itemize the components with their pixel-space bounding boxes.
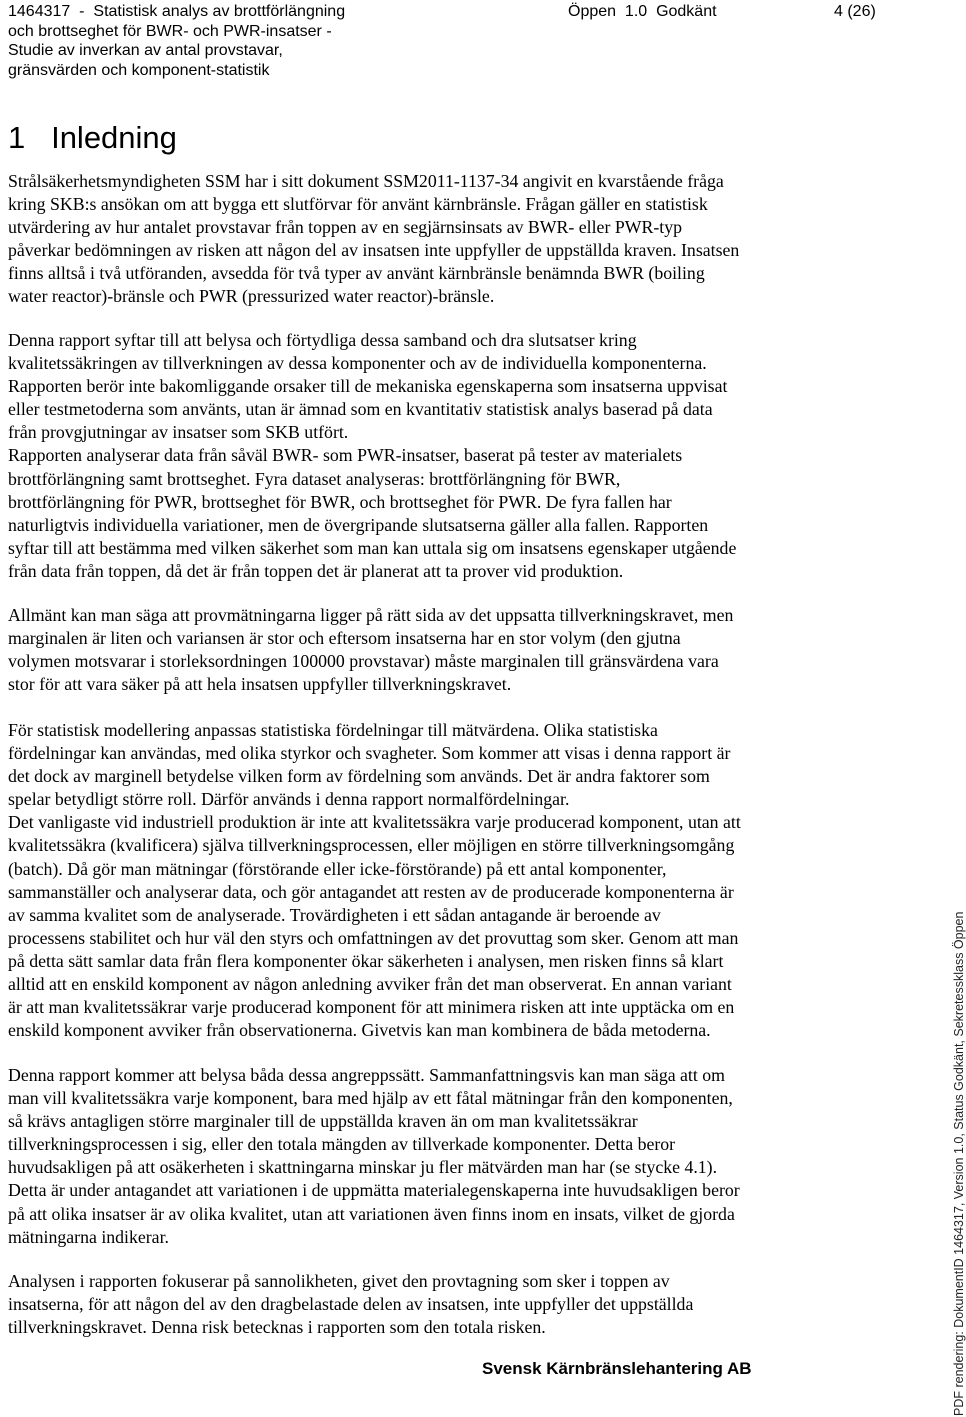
text-line: på att olika insatser är av olika kvalitet, utan att variationen även finns inom en insats, vilket de gjorda bbox=[8, 1203, 735, 1224]
text-line: det dock av marginell betydelse vilken form av fördelning som används. Det är andra faktorer som bbox=[8, 766, 710, 787]
text-line: Denna rapport kommer att belysa båda dessa angreppssätt. Sammanfattningsvis kan man säga att om bbox=[8, 1065, 725, 1085]
text-line: tillverkningsprocessen i sig, eller den totala mängden av tillverkade komponenter. Detta beror bbox=[8, 1134, 676, 1155]
text-line: brottförlängning för PWR, brottseghet för BWR, och brottseghet för PWR. De fyra fallen har bbox=[8, 491, 672, 512]
text-line: huvudsakligen på att osäkerheten i skattningarna minskar ju fler mätvärden man har (se stycke 4.1). bbox=[8, 1157, 718, 1178]
text-line: från data från toppen, då det är från toppen det är planerat att ta prover vid produktion. bbox=[8, 560, 624, 581]
text-line: stor för att vara säker på att hela insatsen uppfyller tillverkningskravet. bbox=[8, 674, 512, 695]
text-line: Det vanligaste vid industriell produktion är inte att kvalitetssäkra varje producerad komponent, utan att bbox=[8, 812, 741, 833]
text-line: är att man kvalitetssäkrar varje producerad komponent för att minimera risken att inte upptäcka om en bbox=[8, 997, 735, 1018]
text-line: kvalitetssäkringen av tillverkningen av dessa komponenter och av de individuella komponenterna. bbox=[8, 353, 707, 374]
text-line: insatserna, för att någon del av den dragbelastade delen av insatsen, inte uppfyller det uppställda bbox=[8, 1294, 694, 1315]
text-line: Rapporten analyserar data från såväl BWR- som PWR-insatser, baserat på tester av materialets bbox=[8, 445, 683, 466]
text-line: Strålsäkerhetsmyndigheten SSM har i sitt dokument SSM2011-1137-34 angivit en kvarstående fråga bbox=[8, 171, 724, 191]
section-heading: 1 Inledning bbox=[8, 120, 177, 155]
text-line: processens stabilitet och hur väl den styrs och omfattningen av det provuttag som sker. Genom att man bbox=[8, 927, 739, 948]
text-line: naturligtvis individuella variationer, men de övergripande slutsatserna gäller alla fallen. Rapporten bbox=[8, 514, 709, 535]
text-line: eller testmetoderna som använts, utan är ämnad som en kvantitativ statistisk analys baserad på data bbox=[8, 399, 713, 420]
text-line: påverkar bedömningen av risken att någon del av insatsen inte uppfyller de uppställda kraven. Insatsen bbox=[8, 240, 740, 261]
text-line: mätningarna indikerar. bbox=[8, 1226, 169, 1247]
text-line: tillverkningskravet. Denna risk betecknas i rapporten som den totala risken. bbox=[8, 1317, 546, 1338]
body-paragraph bbox=[8, 329, 838, 583]
text-line: Allmänt kan man säga att provmätningarna ligger på rätt sida av det uppsatta tillverkningskravet, men bbox=[8, 605, 734, 625]
text-line: Detta är under antagandet att variationen i de uppmätta materialegenskaperna inte huvudsakligen beror bbox=[8, 1180, 740, 1201]
text-line: enskild komponent avviker från observationerna. Givetvis kan man kombinera de båda metoderna. bbox=[8, 1020, 711, 1041]
text-line: water reactor)-bränsle och PWR (pressurized water reactor)-bränsle. bbox=[8, 286, 495, 307]
body-paragraph bbox=[8, 1064, 838, 1249]
text-line: Denna rapport syftar till att belysa och förtydliga dessa samband och dra slutsatser kring bbox=[8, 330, 637, 350]
body-paragraph bbox=[8, 604, 838, 696]
text-line: utvärdering av hur antalet provstavar från toppen av en segjärnsinsats av BWR- eller PWR-typ bbox=[8, 217, 682, 238]
text-line: man vill kvalitetssäkra varje komponent, bara med hjälp av ett fåtal mätningar från den komponenten, bbox=[8, 1088, 733, 1109]
text-line: För statistisk modellering anpassas statistiska fördelningar till mätvärdena. Olika statistiska bbox=[8, 720, 658, 740]
text-line: kvalitetssäkra (kvalificera) själva tillverkningsprocessen, eller möjligen en större tillverkningsomgång bbox=[8, 835, 735, 856]
text-line: volymen motsvarar i storleksordningen 100000 provstavar) måste marginalen till gränsvärdena vara bbox=[8, 651, 719, 672]
header-line: och brottseghet för BWR- och PWR-insatser - bbox=[8, 22, 332, 40]
text-line: marginalen är liten och variansen är stor och eftersom insatserna har en stor volym (den gjutna bbox=[8, 628, 681, 649]
text-line: Rapporten berör inte bakomliggande orsaker till de mekaniska egenskaperna som insatserna uppvisat bbox=[8, 376, 728, 397]
text-line: spelar betydligt större roll. Därför används i denna rapport normalfördelningar. bbox=[8, 789, 570, 810]
text-line: alltid att en enskild komponent av någon anledning avviker från det man observerat. En annan variant bbox=[8, 974, 732, 995]
body-paragraph bbox=[8, 1270, 838, 1339]
text-line: (batch). Då gör man mätningar (förstörande eller icke-förstörande) på ett antal komponenter, bbox=[8, 858, 667, 879]
document-header-title bbox=[8, 2, 345, 80]
text-line: brottförlängning samt brottseghet. Fyra dataset analyseras: brottförlängning för BWR, bbox=[8, 468, 621, 489]
document-status: Öppen 1.0 Godkänt bbox=[568, 3, 717, 20]
body-paragraph bbox=[8, 719, 838, 1042]
footer-company: Svensk Kärnbränslehantering AB bbox=[482, 1359, 752, 1378]
text-line: Analysen i rapporten fokuserar på sannolikheten, givet den provtagning som sker i toppen av bbox=[8, 1271, 670, 1291]
text-line: av samma kvalitet som de analyserade. Trovärdigheten i ett sådan antagande är beroende av bbox=[8, 904, 661, 925]
pdf-rendering-note: PDF rendering: DokumentID 1464317, Version 1.0, Status Godkänt, Sekretessklass Öppen bbox=[952, 911, 966, 1416]
header-line: Studie av inverkan av antal provstavar, bbox=[8, 42, 283, 59]
text-line: finns alltså i två utföranden, avsedda för två typer av använt kärnbränsle benämnda BWR (boiling bbox=[8, 263, 705, 284]
header-line: 1464317 - Statistisk analys av brottförlängning bbox=[8, 3, 346, 20]
text-line: på detta sätt samlar data från flera komponenter ökar säkerheten i analysen, men risken finns så klart bbox=[8, 950, 724, 971]
text-line: så krävs antagligen större marginaler till de uppställda kraven än om man kvalitetssäkrar bbox=[8, 1111, 638, 1132]
text-line: sammanställer och analyserar data, och gör antagandet att resten av de producerade komponenterna är bbox=[8, 881, 734, 902]
page-number: 4 (26) bbox=[834, 3, 876, 20]
body-paragraph bbox=[8, 170, 838, 309]
text-line: från provgjutningar av insatser som SKB utfört. bbox=[8, 422, 349, 443]
text-line: syftar till att bestämma med vilken säkerhet som man kan uttala sig om insatsens egenskaper utgående bbox=[8, 537, 737, 558]
text-line: fördelningar kan användas, med olika styrkor och svagheter. Som kommer att visas i denna rapport är bbox=[8, 743, 731, 764]
header-line: gränsvärden och komponent-statistik bbox=[8, 61, 270, 79]
text-line: kring SKB:s ansökan om att bygga ett slutförvar för använt kärnbränsle. Frågan gäller en statistisk bbox=[8, 194, 708, 215]
